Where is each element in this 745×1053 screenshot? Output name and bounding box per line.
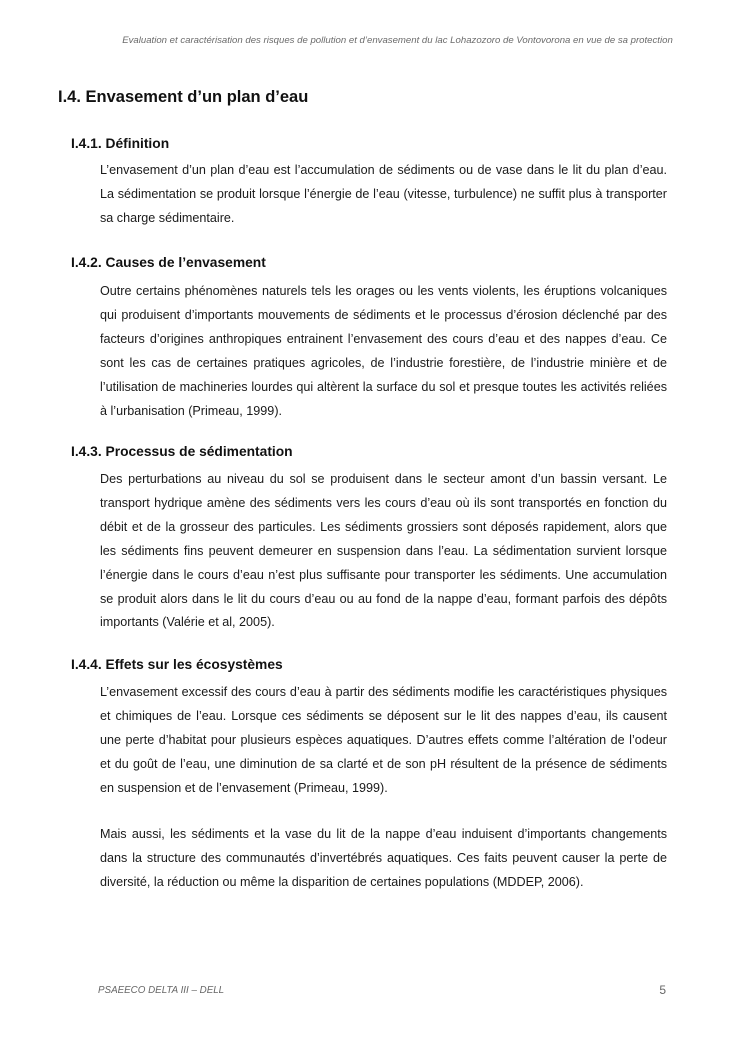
section-heading-causes: I.4.2. Causes de l’envasement — [71, 255, 266, 270]
section-heading-effets: I.4.4. Effets sur les écosystèmes — [71, 657, 283, 672]
footer-label: PSAEECO DELTA III – DELL — [98, 985, 225, 996]
running-header: Evaluation et caractérisation des risques de pollution et d’envasement du lac Lohazozoro de Vontovorona en vue de sa protection — [122, 35, 673, 46]
section-heading-definition: I.4.1. Définition — [71, 136, 170, 151]
page-title: I.4. Envasement d’un plan d’eau — [58, 88, 309, 106]
paragraph-effets-1: L’envasement excessif des cours d’eau à partir des sédiments modifie les caractéristiques physiques et chimiques de l’eau. Lorsque ces sédiments se déposent sur le lit des nappes d’eau, ils causent une perte d’habitat pour plusieurs espèces aquatiques. D’autres effets comme l’altération de l’odeur et du goût de l’eau, une diminution de sa clarté et de son pH résultent de la présence de sédiments en suspension et de l’envasement (Primeau, 1999). — [100, 685, 667, 795]
paragraph-causes: Outre certains phénomènes naturels tels les orages ou les vents violents, les éruptions volcaniques qui produisent d’importants mouvements de sédiments et le processus d’érosion déclenché par des facteurs d’origines anthropiques entrainent l’envasement des cours d’eau et des nappes d’eau. Ce sont les cas de certaines pratiques agricoles, de l’industrie forestière, de l’industrie minière et de l’utilisation de machineries lourdes qui altèrent la surface du sol et presque toutes les activités reliées à l’urbanisation (Primeau, 1999). — [100, 284, 667, 418]
section-heading-processus: I.4.3. Processus de sédimentation — [71, 444, 293, 459]
page-number: 5 — [659, 983, 666, 997]
paragraph-effets-2: Mais aussi, les sédiments et la vase du lit de la nappe d’eau induisent d’importants changements dans la structure des communautés d’invertébrés aquatiques. Ces faits peuvent causer la perte de diversité, la réduction ou même la disparition de certaines populations (MDDEP, 2006). — [100, 827, 667, 889]
paragraph-processus: Des perturbations au niveau du sol se produisent dans le secteur amont d’un bassin versant. Le transport hydrique amène des sédiments vers les cours d’eau où ils sont transportés en fonction du débit et de la grosseur des particules. Les sédiments grossiers sont déposés rapidement, alors que les sédiments fins peuvent demeurer en suspension dans l’eau. La sédimentation survient lorsque l’énergie dans le cours d’eau n’est plus suffisante pour transporter les sédiments. Une accumulation se produit alors dans le lit du cours d’eau ou au fond de la nappe d’eau, formant parfois des dépôts importants (Valérie et al, 2005). — [100, 472, 667, 630]
paragraph-definition: L’envasement d’un plan d’eau est l’accumulation de sédiments ou de vase dans le lit du plan d’eau. La sédimentation se produit lorsque l’énergie de l’eau (vitesse, turbulence) ne suffit plus à transporter sa charge sédimentaire. — [100, 163, 667, 225]
